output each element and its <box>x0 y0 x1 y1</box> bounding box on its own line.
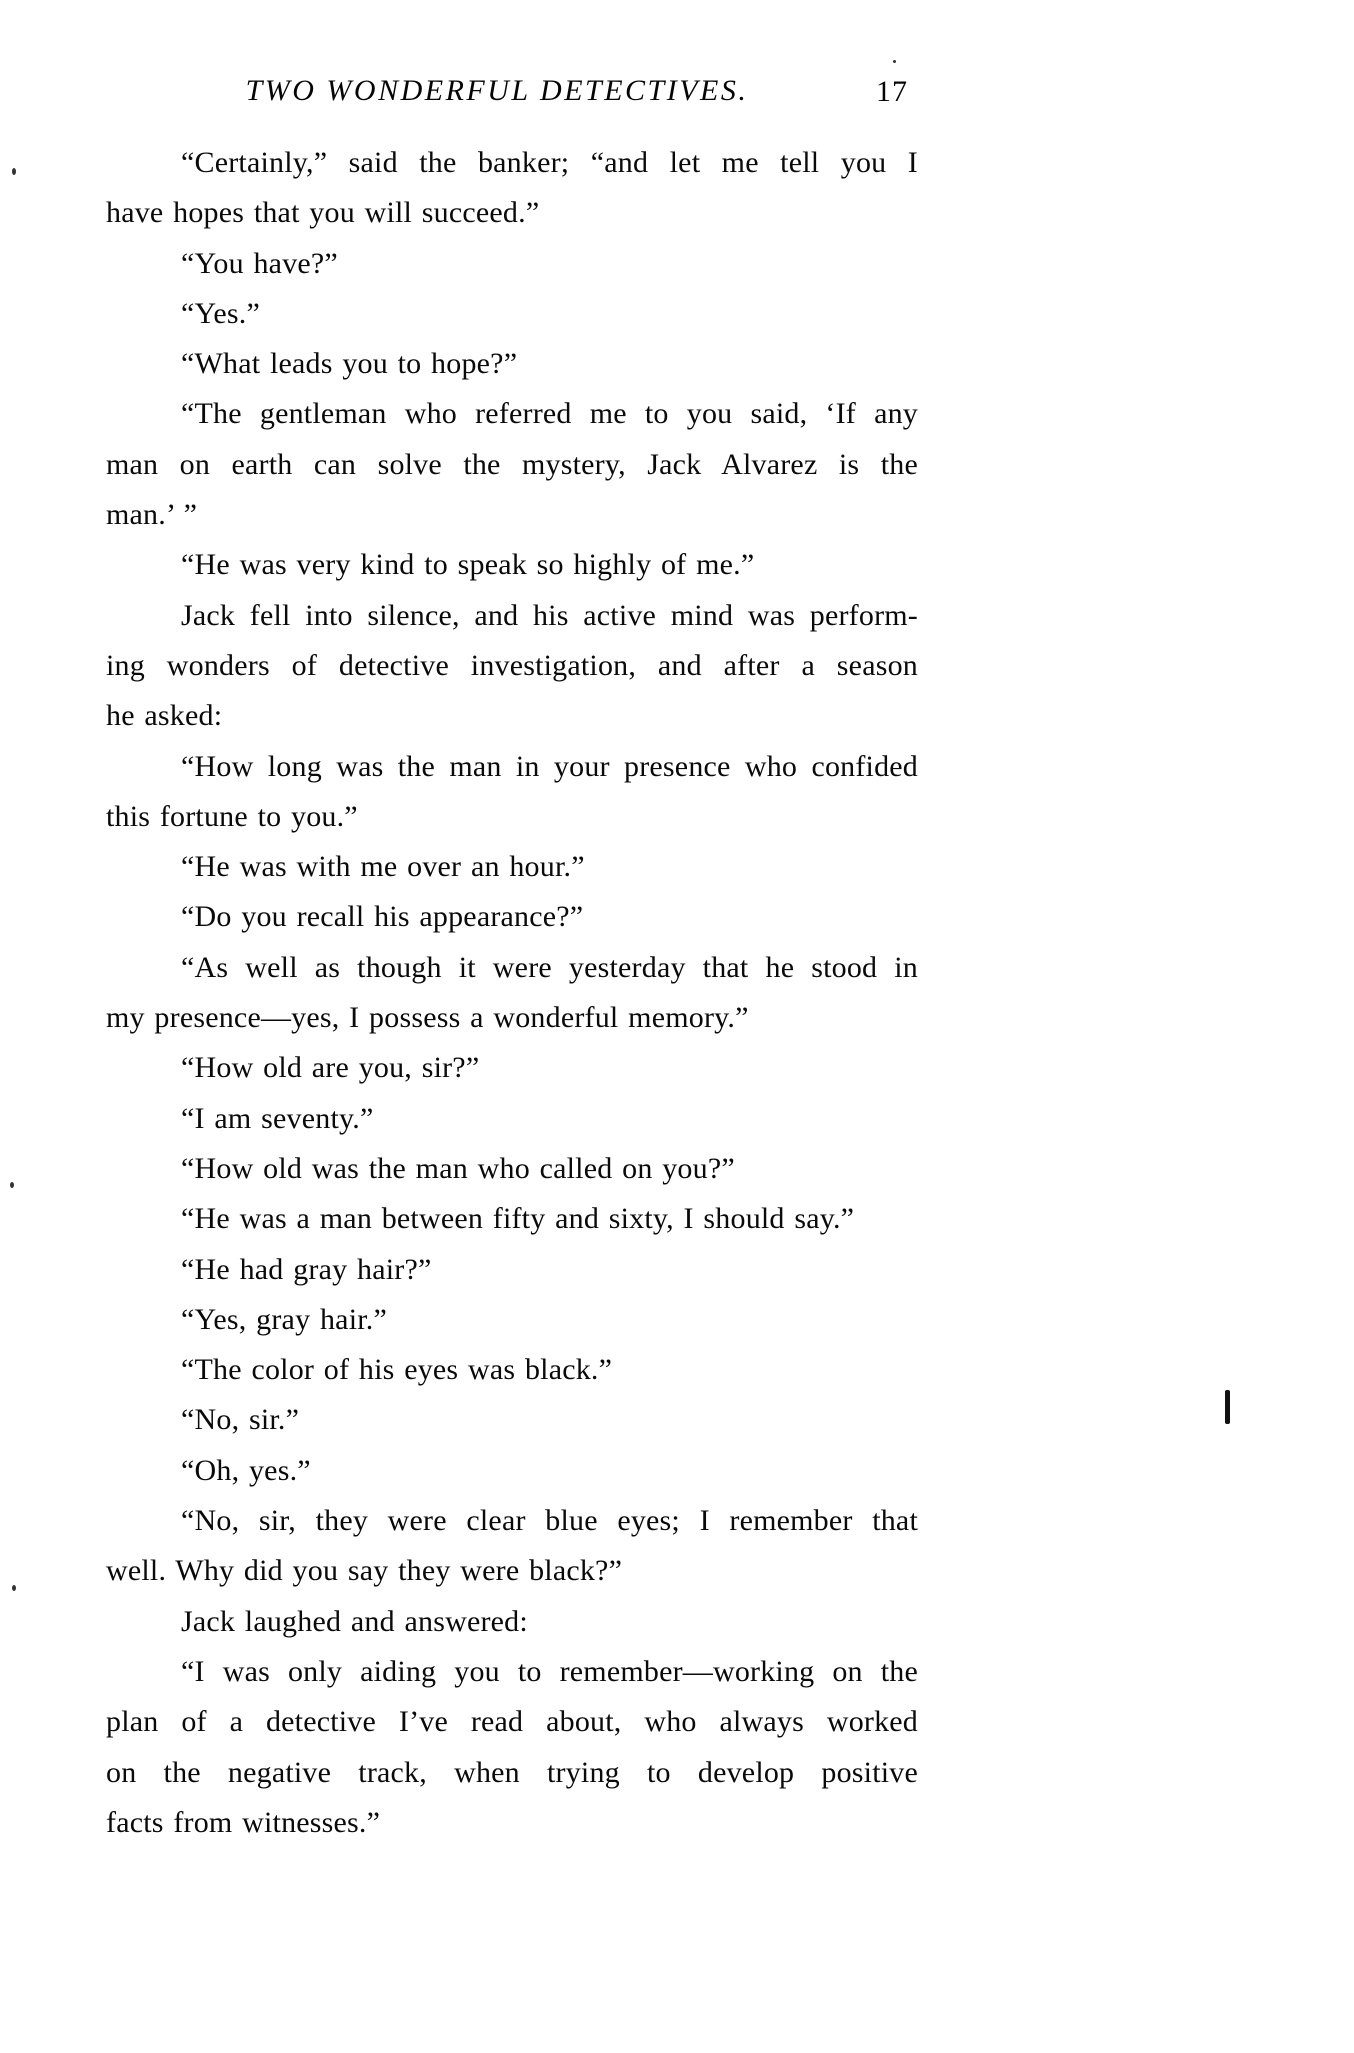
text-line: well. Why did you say they were black?” <box>106 1554 623 1588</box>
text-line: “What leads you to hope?” <box>181 347 518 381</box>
text-line: have hopes that you will succeed.” <box>106 196 540 230</box>
text-line: “How old was the man who called on you?” <box>181 1151 735 1185</box>
text-line: ing wonders of detective investigation, and after a season <box>106 648 918 682</box>
text-line: “The color of his eyes was black.” <box>181 1353 613 1387</box>
text-line: “Yes, gray hair.” <box>181 1302 387 1336</box>
print-speck <box>12 1585 16 1591</box>
text-line: on the negative track, when trying to develop positive <box>106 1755 918 1789</box>
text-line: he asked: <box>106 699 223 733</box>
text-line: “Yes.” <box>181 296 260 330</box>
text-line: “He had gray hair?” <box>181 1252 432 1286</box>
running-header <box>106 74 918 114</box>
text-line: “Do you recall his appearance?” <box>181 900 584 934</box>
text-line: “No, sir.” <box>181 1403 300 1437</box>
text-line: “How old are you, sir?” <box>181 1051 480 1085</box>
text-line: man on earth can solve the mystery, Jack Alvarez is the <box>106 447 918 481</box>
text-line: “Certainly,” said the banker; “and let me tell you I <box>181 146 918 179</box>
text-line: my presence—yes, I possess a wonderful memory.” <box>106 1001 749 1035</box>
text-line: “No, sir, they were clear blue eyes; I remember that <box>181 1504 918 1538</box>
page-number: 17 <box>876 75 908 108</box>
text-line: “As well as though it were yesterday that he stood in <box>181 950 918 984</box>
text-line: “The gentleman who referred me to you said, ‘If any <box>181 397 918 431</box>
text-line: plan of a detective I’ve read about, who always worked <box>106 1705 918 1739</box>
text-line: Jack laughed and answered: <box>181 1604 528 1638</box>
text-line: facts from witnesses.” <box>106 1805 381 1839</box>
ink-mark <box>1225 1390 1230 1424</box>
page-title: TWO WONDERFUL DETECTIVES. <box>245 74 749 107</box>
text-line: “You have?” <box>181 246 338 280</box>
text-line: “He was with me over an hour.” <box>181 850 585 884</box>
text-line: “I was only aiding you to remember—working on the <box>181 1654 918 1688</box>
text-line: man.’ ” <box>106 498 198 532</box>
text-line: “I am seventy.” <box>181 1101 374 1135</box>
print-speck <box>12 168 16 175</box>
print-speck <box>10 1182 14 1188</box>
text-line: “He was a man between fifty and sixty, I should say.” <box>181 1202 855 1236</box>
text-block <box>106 138 918 1848</box>
text-line: this fortune to you.” <box>106 799 358 833</box>
print-speck <box>893 60 896 63</box>
text-line: Jack fell into silence, and his active mind was perform- <box>181 598 918 632</box>
text-line: “How long was the man in your presence who confided <box>181 749 918 783</box>
text-line: “Oh, yes.” <box>181 1453 311 1487</box>
text-line: “He was very kind to speak so highly of me.” <box>181 548 755 582</box>
